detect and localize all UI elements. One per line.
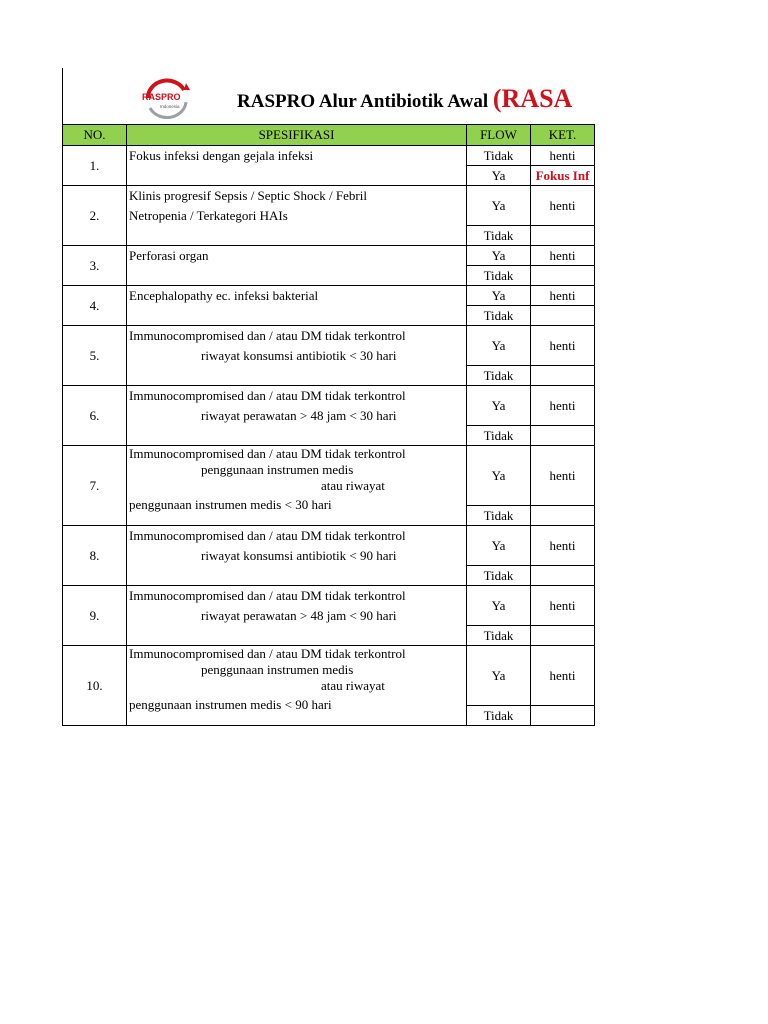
flow-cell: Tidak	[467, 266, 531, 286]
row-number: 6.	[63, 386, 127, 446]
ket-cell: henti	[531, 646, 595, 706]
row-number: 3.	[63, 246, 127, 286]
ket-cell: henti	[531, 146, 595, 166]
ket-cell	[531, 306, 595, 326]
flow-cell: Tidak	[467, 426, 531, 446]
col-ket: KET.	[531, 125, 595, 146]
row-number: 9.	[63, 586, 127, 646]
ket-cell	[531, 426, 595, 446]
spec-line: riwayat konsumsi antibiotik < 30 hari	[201, 348, 397, 363]
spec-line: Immunocompromised dan / atau DM tidak terkontrol	[129, 646, 406, 661]
flow-cell: Ya	[467, 586, 531, 626]
row-spesifikasi	[127, 526, 467, 586]
table-row	[63, 186, 595, 226]
col-no: NO.	[63, 125, 127, 146]
row-number: 4.	[63, 286, 127, 326]
ket-cell: henti	[531, 586, 595, 626]
ket-cell	[531, 706, 595, 726]
spec-line: penggunaan instrumen medis	[201, 662, 354, 677]
ket-cell	[531, 626, 595, 646]
ket-cell: henti	[531, 246, 595, 266]
row-spesifikasi	[127, 246, 467, 286]
row-spesifikasi	[127, 446, 467, 526]
flow-cell: Ya	[467, 166, 531, 186]
spec-line: penggunaan instrumen medis < 90 hari	[129, 697, 332, 712]
ket-cell	[531, 506, 595, 526]
table-row	[63, 446, 595, 506]
flow-cell: Ya	[467, 246, 531, 266]
flow-cell: Ya	[467, 446, 531, 506]
ket-cell: Fokus Inf	[531, 166, 595, 186]
ket-cell: henti	[531, 386, 595, 426]
ket-cell: henti	[531, 446, 595, 506]
table-row	[63, 146, 595, 166]
table-row	[63, 326, 595, 366]
spec-line: Immunocompromised dan / atau DM tidak terkontrol	[129, 588, 406, 603]
col-spesifikasi: SPESIFIKASI	[127, 125, 467, 146]
flow-cell: Tidak	[467, 226, 531, 246]
spec-line: Encephalopathy ec. infeksi bakterial	[129, 288, 319, 303]
spec-line: Immunocompromised dan / atau DM tidak terkontrol	[129, 528, 406, 543]
spec-line: riwayat perawatan > 48 jam < 90 hari	[201, 608, 397, 623]
spec-line: Perforasi organ	[129, 248, 209, 263]
svg-text:Indonesia: Indonesia	[160, 104, 180, 109]
flow-cell: Ya	[467, 386, 531, 426]
row-spesifikasi	[127, 386, 467, 446]
ket-cell: henti	[531, 286, 595, 306]
svg-text:RASPRO: RASPRO	[142, 92, 181, 102]
row-spesifikasi	[127, 186, 467, 246]
table-row	[63, 246, 595, 266]
ket-cell	[531, 366, 595, 386]
row-spesifikasi	[127, 146, 467, 186]
spec-line: penggunaan instrumen medis < 30 hari	[129, 497, 332, 512]
flow-cell: Ya	[467, 646, 531, 706]
table-row	[63, 646, 595, 706]
flow-cell: Tidak	[467, 146, 531, 166]
row-spesifikasi	[127, 326, 467, 386]
row-number: 8.	[63, 526, 127, 586]
ket-cell: henti	[531, 326, 595, 366]
row-number: 5.	[63, 326, 127, 386]
table-row	[63, 526, 595, 566]
spec-line: riwayat konsumsi antibiotik < 90 hari	[201, 548, 397, 563]
row-number: 7.	[63, 446, 127, 526]
col-flow: FLOW	[467, 125, 531, 146]
flow-cell: Ya	[467, 526, 531, 566]
spec-line: riwayat perawatan > 48 jam < 30 hari	[201, 408, 397, 423]
ket-cell	[531, 266, 595, 286]
row-number: 10.	[63, 646, 127, 726]
spec-line: Immunocompromised dan / atau DM tidak terkontrol	[129, 388, 406, 403]
flow-cell: Tidak	[467, 506, 531, 526]
spec-line: atau riwayat	[321, 678, 385, 693]
row-spesifikasi	[127, 286, 467, 326]
flow-cell: Ya	[467, 186, 531, 226]
flow-cell: Tidak	[467, 306, 531, 326]
spec-line: Netropenia / Terkategori HAIs	[129, 208, 288, 223]
spec-line: Immunocompromised dan / atau DM tidak terkontrol	[129, 328, 406, 343]
page-title: RASPRO Alur Antibiotik Awal (RASA	[237, 84, 573, 113]
flow-cell: Tidak	[467, 706, 531, 726]
table-header-row	[63, 125, 595, 146]
row-spesifikasi	[127, 586, 467, 646]
antibiotic-flow-table	[62, 124, 595, 726]
flow-cell: Tidak	[467, 626, 531, 646]
row-number: 1.	[63, 146, 127, 186]
ket-cell: henti	[531, 526, 595, 566]
ket-cell: henti	[531, 186, 595, 226]
table-row	[63, 586, 595, 626]
spec-line: Fokus infeksi dengan gejala infeksi	[129, 148, 314, 163]
table-row	[63, 286, 595, 306]
table-row	[63, 386, 595, 426]
flow-cell: Ya	[467, 326, 531, 366]
row-spesifikasi	[127, 646, 467, 726]
spec-line: Klinis progresif Sepsis / Septic Shock / Febril	[129, 188, 367, 203]
spec-line: atau riwayat	[321, 478, 385, 493]
flow-cell: Tidak	[467, 366, 531, 386]
ket-cell	[531, 566, 595, 586]
ket-cell	[531, 226, 595, 246]
spec-line: Immunocompromised dan / atau DM tidak terkontrol	[129, 446, 406, 461]
flow-cell: Tidak	[467, 566, 531, 586]
row-number: 2.	[63, 186, 127, 246]
page-title-red: (RASA	[492, 84, 573, 113]
spec-line: penggunaan instrumen medis	[201, 462, 354, 477]
flow-cell: Ya	[467, 286, 531, 306]
